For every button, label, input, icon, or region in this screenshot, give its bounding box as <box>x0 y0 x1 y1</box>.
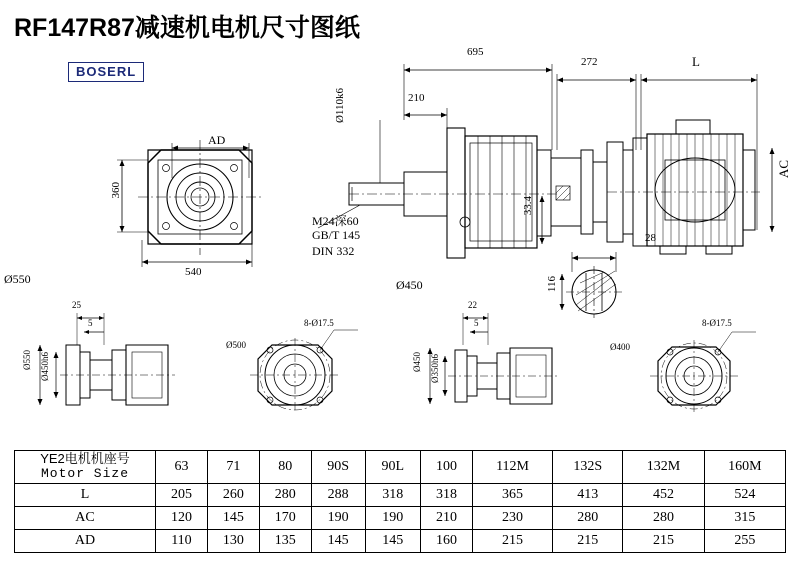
value-cell: 280 <box>623 506 704 529</box>
dim-dia-550: Ø550 <box>4 272 31 286</box>
size-cell: 90L <box>365 451 421 484</box>
size-cell: 80 <box>259 451 311 484</box>
value-cell: 110 <box>156 529 208 552</box>
dim-540: 540 <box>185 266 202 278</box>
dim-360: 360 <box>110 182 122 199</box>
holes-left: 8-Ø17.5 <box>304 318 334 328</box>
dim-695: 695 <box>467 46 484 58</box>
dim-dia-450: Ø450 <box>396 278 423 292</box>
value-cell: 318 <box>365 483 421 506</box>
dim-5-left: 5 <box>88 318 93 328</box>
value-cell: 120 <box>156 506 208 529</box>
size-cell: 100 <box>421 451 473 484</box>
value-cell: 130 <box>207 529 259 552</box>
dim-272: 272 <box>581 56 598 68</box>
dim-dia-450-v: Ø450 <box>412 352 422 372</box>
dim-dia-400: Ø400 <box>610 342 630 352</box>
dim-dia-550-v: Ø550 <box>22 350 32 370</box>
size-cell: 160M <box>704 451 785 484</box>
value-cell: 280 <box>553 506 623 529</box>
value-cell: 145 <box>207 506 259 529</box>
value-cell: 210 <box>421 506 473 529</box>
dim-210: 210 <box>408 92 425 104</box>
size-cell: 132S <box>553 451 623 484</box>
size-cell: 90S <box>311 451 365 484</box>
row-label-AD: AD <box>15 529 156 552</box>
dim-dia-500: Ø500 <box>226 340 246 350</box>
value-cell: 215 <box>623 529 704 552</box>
value-cell: 205 <box>156 483 208 506</box>
value-cell: 452 <box>623 483 704 506</box>
dim-dia-110k6: Ø110k6 <box>334 88 346 124</box>
value-cell: 318 <box>421 483 473 506</box>
value-cell: 315 <box>704 506 785 529</box>
dim-28: 28 <box>645 232 656 244</box>
value-cell: 170 <box>259 506 311 529</box>
table-row-header <box>15 451 786 484</box>
dim-5-right: 5 <box>474 318 479 328</box>
dim-33-4: 33.4 <box>522 196 534 216</box>
value-cell: 413 <box>553 483 623 506</box>
value-cell: 288 <box>311 483 365 506</box>
table-row <box>15 529 786 552</box>
value-cell: 145 <box>365 529 421 552</box>
value-cell: 215 <box>553 529 623 552</box>
dim-L: L <box>692 54 700 69</box>
value-cell: 365 <box>473 483 553 506</box>
value-cell: 160 <box>421 529 473 552</box>
size-cell: 71 <box>207 451 259 484</box>
dim-AC: AC <box>776 160 791 179</box>
value-cell: 135 <box>259 529 311 552</box>
page-title: RF147R87减速机电机尺寸图纸 <box>14 14 360 42</box>
motor-size-table <box>14 450 786 553</box>
size-cell: 132M <box>623 451 704 484</box>
table-row <box>15 506 786 529</box>
dim-dia-350h6-v: Ø350h6 <box>430 354 440 383</box>
header-en: Motor Size <box>40 465 129 481</box>
value-cell: 190 <box>311 506 365 529</box>
dim-22: 22 <box>468 300 477 310</box>
table-header-label <box>15 451 156 484</box>
row-label-AC: AC <box>15 506 156 529</box>
value-cell: 215 <box>473 529 553 552</box>
holes-right: 8-Ø17.5 <box>702 318 732 328</box>
value-cell: 280 <box>259 483 311 506</box>
thread-spec: M24深60 <box>312 214 359 228</box>
size-cell: 112M <box>473 451 553 484</box>
dim-dia-450h6-v: Ø450h6 <box>40 352 50 381</box>
dim-25: 25 <box>72 300 81 310</box>
size-cell: 63 <box>156 451 208 484</box>
row-label-L: L <box>15 483 156 506</box>
dim-AD: AD <box>208 133 226 147</box>
value-cell: 260 <box>207 483 259 506</box>
table-row <box>15 483 786 506</box>
brand-logo: BOSERL <box>68 62 144 82</box>
value-cell: 524 <box>704 483 785 506</box>
value-cell: 190 <box>365 506 421 529</box>
dim-116: 116 <box>546 276 558 293</box>
value-cell: 145 <box>311 529 365 552</box>
standard-gbt145: GB/T 145 <box>312 228 361 242</box>
standard-din332: DIN 332 <box>312 244 355 258</box>
header-cn: YE2电机机座号 <box>40 451 130 466</box>
value-cell: 230 <box>473 506 553 529</box>
value-cell: 255 <box>704 529 785 552</box>
